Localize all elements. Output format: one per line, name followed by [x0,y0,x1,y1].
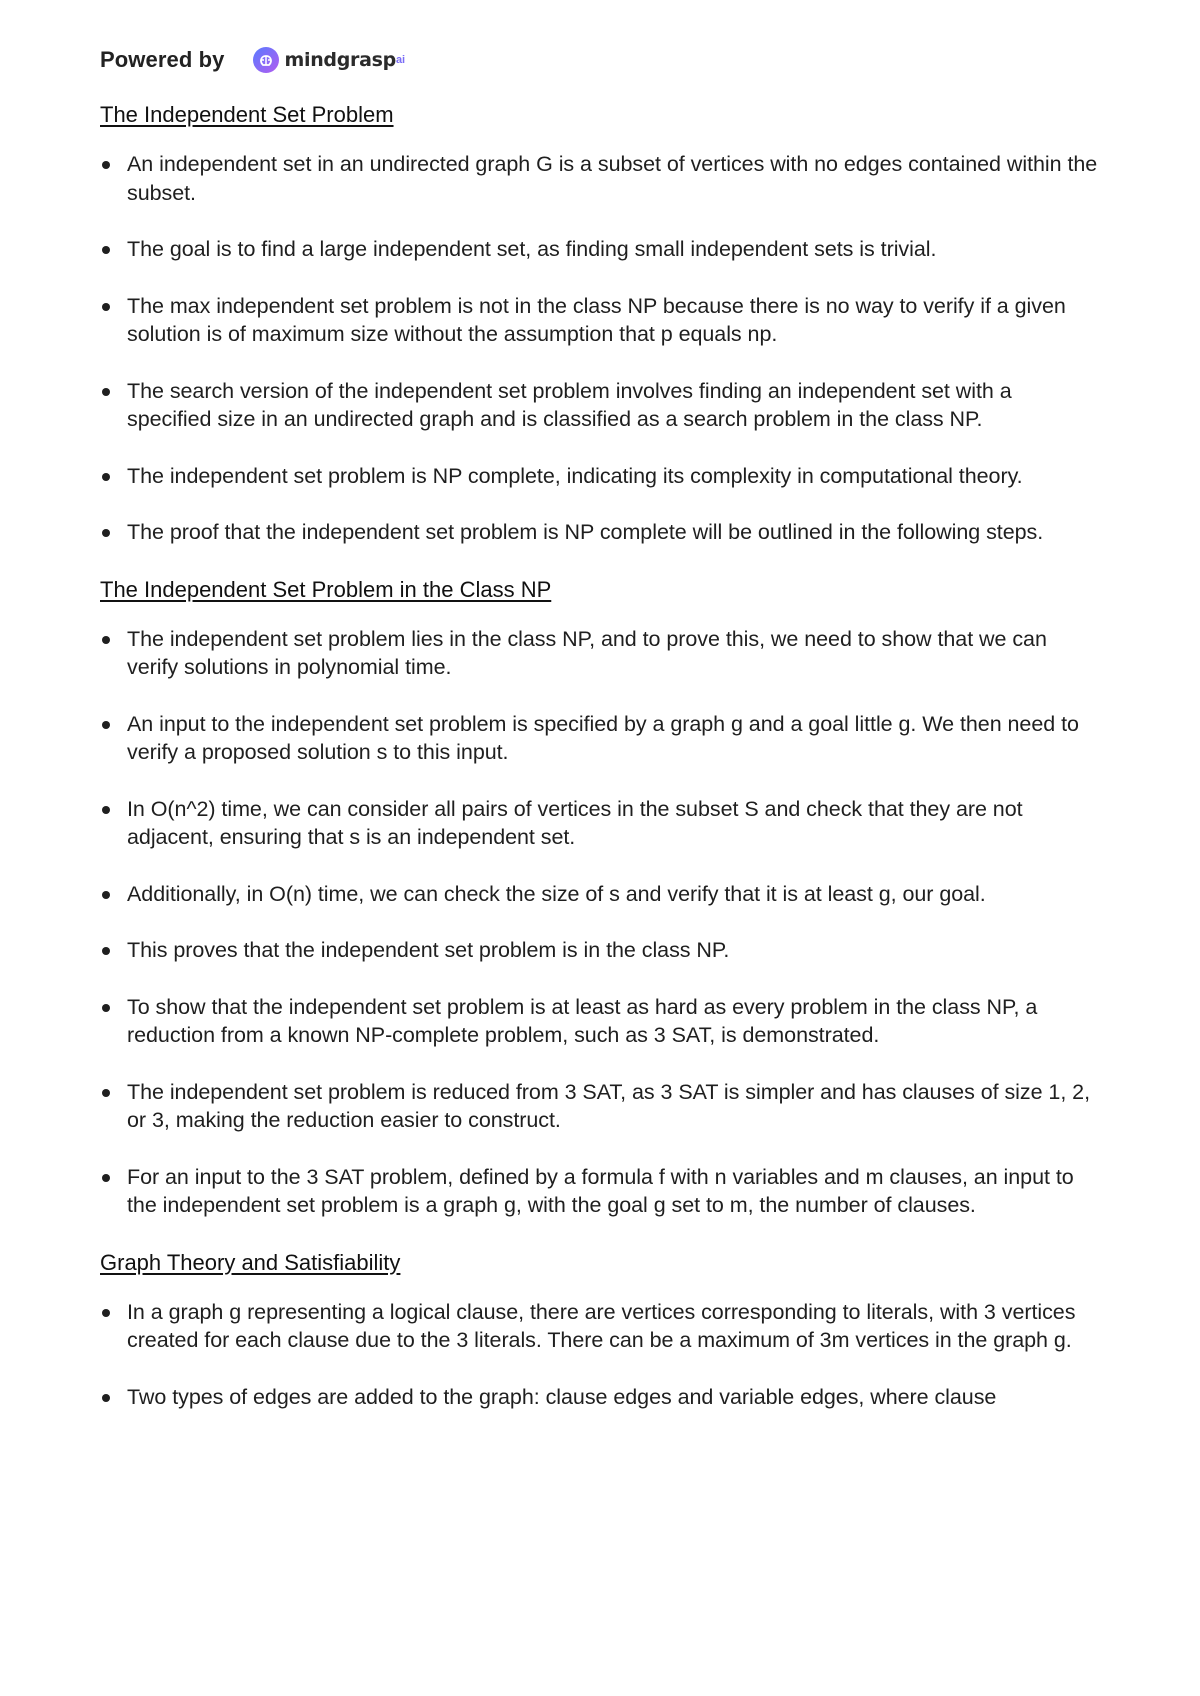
bullet-item: In a graph g representing a logical clause, there are vertices corresponding to literals, with 3 vertices created for each clause due to the 3 literals. There can be a maximum of 3m vertices in the graph g. [100,1298,1100,1355]
bullet-item: In O(n^2) time, we can consider all pairs of vertices in the subset S and check that they are not adjacent, ensuring that s is an independent set. [100,795,1100,852]
section-heading: Graph Theory and Satisfiability [100,1249,401,1275]
bullet-list [100,1298,1100,1412]
brain-icon [252,46,280,74]
bullet-item: For an input to the 3 SAT problem, defined by a formula f with n variables and m clauses, an input to the independent set problem is a graph g, with the goal g set to m, the number of clauses. [100,1163,1100,1220]
bullet-item: The max independent set problem is not in the class NP because there is no way to verify if a given solution is of maximum size without the assumption that p equals np. [100,292,1100,349]
bullet-item: The search version of the independent set problem involves finding an independent set with a specified size in an undirected graph and is classified as a search problem in the class NP. [100,377,1100,434]
bullet-item: An input to the independent set problem is specified by a graph g and a goal little g. We then need to verify a proposed solution s to this input. [100,710,1100,767]
bullet-item: The independent set problem is NP complete, indicating its complexity in computational theory. [100,462,1100,491]
logo-text: mindgrasp [284,49,396,71]
logo-mark: ai [395,54,406,66]
section-heading: The Independent Set Problem [100,102,394,127]
section-heading: The Independent Set Problem in the Class NP [100,576,552,602]
bullet-item: Additionally, in O(n) time, we can check the size of s and verify that it is at least g, our goal. [100,880,1100,909]
bullet-item: The independent set problem lies in the class NP, and to prove this, we need to show that we can verify solutions in polynomial time. [100,625,1100,682]
bullet-item: The independent set problem is reduced from 3 SAT, as 3 SAT is simpler and has clauses of size 1, 2, or 3, making the reduction easier to construct. [100,1078,1100,1135]
bullet-item: An independent set in an undirected graph G is a subset of vertices with no edges contained within the subset. [100,150,1100,207]
bullet-item: Two types of edges are added to the graph: clause edges and variable edges, where clause [100,1383,1100,1412]
bullet-list [100,625,1100,1220]
document-body [100,100,1100,1411]
bullet-list [100,150,1100,547]
mindgrasp-logo [252,46,405,74]
powered-by-label: Powered by [100,47,225,72]
bullet-item: This proves that the independent set problem is in the class NP. [100,936,1100,965]
bullet-item: The proof that the independent set problem is NP complete will be outlined in the following steps. [100,518,1100,547]
bullet-item: To show that the independent set problem is at least as hard as every problem in the class NP, a reduction from a known NP-complete problem, such as 3 SAT, is demonstrated. [100,993,1100,1050]
bullet-item: The goal is to find a large independent set, as finding small independent sets is trivial. [100,235,1100,264]
page-header [100,42,1100,78]
